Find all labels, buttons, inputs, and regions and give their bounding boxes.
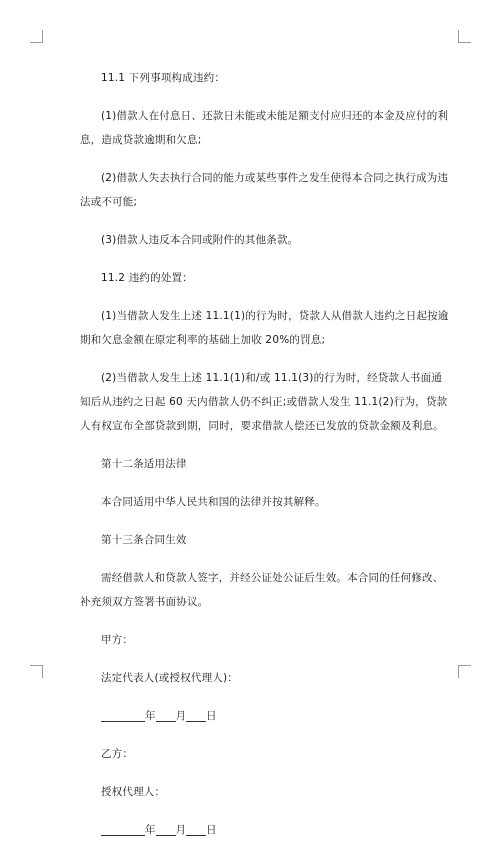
clause-11-2-item-2: (2)当借款人发生上述 11.1(1)和/或 11.1(3)的行为时，经贷款人书面通知后从违约之日起 60 天内借款人仍不纠正;或借款人发生 11.1(2)行为，贷款人有权宣布全部贷款到期，同时，要求借款人偿还已发放的贷款金额及利息。 [80,372,448,432]
day-label: 日 [206,824,217,836]
legal-representative-label: 法定代表人(或授权代理人)： [101,672,238,684]
year-label: 年 [145,710,156,722]
year-label: 年 [145,824,156,836]
authorized-agent-label: 授权代理人： [101,786,166,798]
crop-mark-top-right [458,30,471,43]
month-label: 月 [175,824,186,836]
day-label: 日 [206,710,217,722]
party-a-label: 甲方： [101,634,134,646]
article-12-body: 本合同适用中华人民共和国的法律并按其解释。 [101,496,326,508]
party-b-date-line [80,818,450,842]
crop-mark-bottom-right [458,665,471,678]
month-label: 月 [175,710,186,722]
year-blank [101,707,145,722]
year-blank [101,821,145,836]
month-blank [156,707,176,722]
article-13-body: 需经借款人和贷款人签字，并经公证处公证后生效。本合同的任何修改、补充须双方签署书面协议。 [80,572,444,608]
article-13-title: 第十三条合同生效 [101,534,187,546]
party-a-date-line [80,704,450,728]
article-12-title: 第十二条适用法律 [101,458,187,470]
clause-11-1-item-1: (1)借款人在付息日、还款日未能或未能足额支付应归还的本金及应付的利息，造成贷款逾期和欠息; [80,110,449,146]
day-blank [186,707,206,722]
clause-11-1-item-2: (2)借款人失去执行合同的能力或某些事件之发生使得本合同之执行成为违法或不可能; [80,172,449,208]
document-body [80,66,450,856]
clause-11-1-item-3: (3)借款人违反本合同或附件的其他条款。 [101,234,299,246]
month-blank [156,821,176,836]
crop-mark-bottom-left [30,665,43,678]
clause-11-2-heading: 11.2 违约的处置： [101,272,193,284]
clause-11-2-item-1: (1)当借款人发生上述 11.1(1)的行为时，贷款人从借款人违约之日起按逾期和欠息金额在原定利率的基础上加收 20%的罚息; [80,310,449,346]
crop-mark-top-left [30,30,43,43]
party-b-label: 乙方： [101,748,134,760]
clause-11-1-heading: 11.1 下列事项构成违约： [101,72,226,84]
day-blank [186,821,206,836]
